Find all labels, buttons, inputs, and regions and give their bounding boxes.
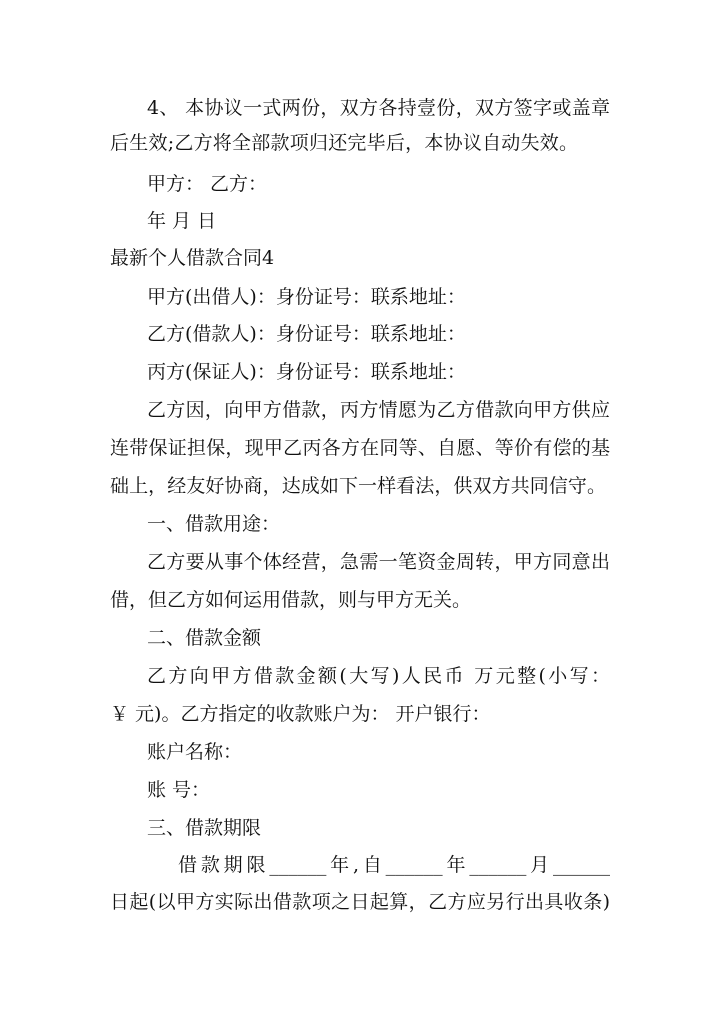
text-line-17: ￥ 元)。乙方指定的收款账户为： 开户银行：	[110, 703, 491, 725]
party-guarantor: 丙方(保证人)：身份证号：联系地址：	[147, 361, 466, 383]
text-line-10: 连带保证担保，现甲乙丙各方在同等、自愿、等价有偿的基	[110, 437, 610, 459]
clause-2-title: 二、借款金额	[147, 627, 262, 649]
text-line-21: 借款期限______年,自______年______月______	[178, 854, 610, 876]
clause-3-title: 三、借款期限	[147, 817, 262, 839]
text-line-16: 乙方向甲方借款金额(大写)人民币 万元整(小写：	[147, 665, 610, 687]
text-line-2: 后生效;乙方将全部款项归还完毕后，本协议自动失效。	[110, 132, 578, 154]
text-line-13: 乙方要从事个体经营，急需一笔资金周转，甲方同意出	[147, 551, 610, 573]
text-line-14: 借，但乙方如何运用借款，则与甲方无关。	[110, 589, 472, 611]
section-title: 最新个人借款合同4	[110, 247, 275, 269]
signature-date: 年 月 日	[147, 210, 217, 232]
text-line-22: 日起(以甲方实际出借款项之日起算，乙方应另行出具收条)	[110, 891, 610, 913]
account-name: 账户名称：	[147, 741, 243, 763]
text-line-9: 乙方因，向甲方借款，丙方情愿为乙方借款向甲方供应	[147, 399, 610, 421]
account-number: 账 号：	[147, 779, 211, 801]
text-line-1: 4、 本协议一式两份，双方各持壹份，双方签字或盖章	[147, 97, 610, 119]
signature-parties: 甲方： 乙方：	[147, 173, 268, 195]
clause-1-title: 一、借款用途：	[147, 513, 281, 535]
party-borrower: 乙方(借款人)：身份证号：联系地址：	[147, 323, 466, 345]
text-line-11: 础上，经友好协商，达成如下一样看法，供双方共同信守。	[110, 475, 606, 497]
party-lender: 甲方(出借人)：身份证号：联系地址：	[147, 286, 466, 308]
